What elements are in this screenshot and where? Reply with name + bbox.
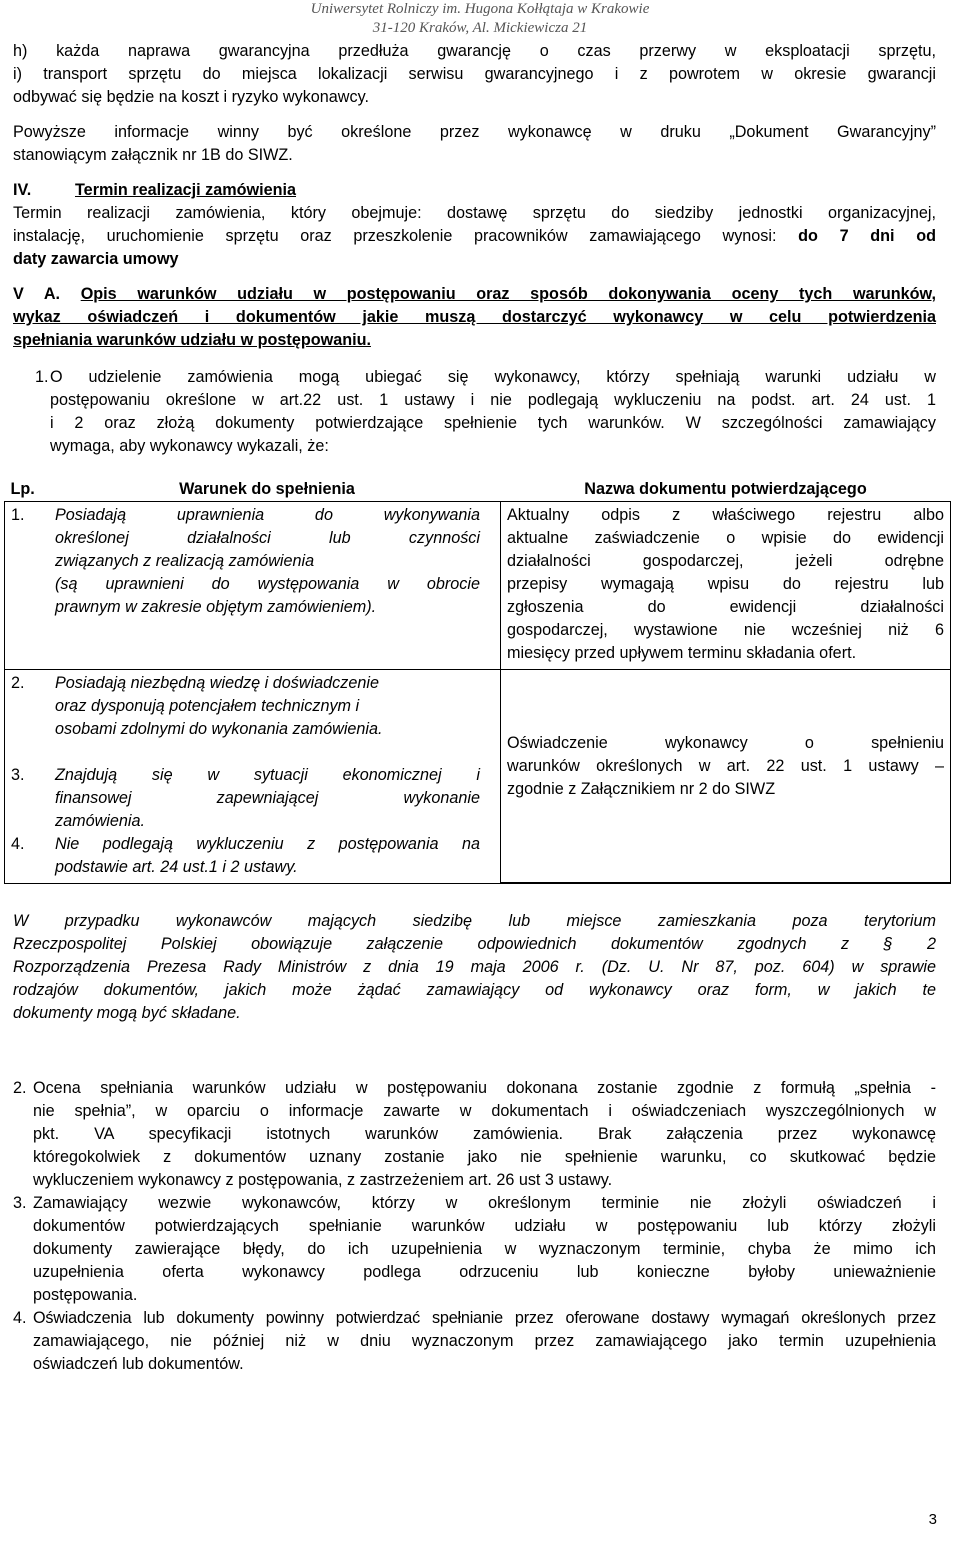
condition-line: Nie podlegają wykluczeniu z postępowania na xyxy=(55,835,480,853)
foreign-line: Rozporządzenia Prezesa Rady Ministrów z dnia 19 maja 2006 r. (Dz. U. Nr 87, poz. 604) w sprawie xyxy=(13,957,936,976)
list-item-line: Zamawiający wezwie wykonawców, którzy w określonym terminie nie złożyli oświadczeń i xyxy=(33,1193,936,1212)
condition-text xyxy=(55,833,480,879)
condition-line: Posiadają uprawnienia do wykonywania xyxy=(55,506,480,524)
condition-line: finansowej zapewniającej wykonanie xyxy=(55,789,480,807)
foreign-contractors-paragraph xyxy=(13,910,936,1025)
condition-line: prawnym w zakresie objętym zamówieniem). xyxy=(55,598,377,616)
header-university: Uniwersytet Rolniczy im. Hugona Kołłątaja w Krakowie xyxy=(310,1,650,17)
document-cell-1 xyxy=(501,502,951,670)
list-item-number: 4. xyxy=(13,1308,27,1327)
header-document: Nazwa dokumentu potwierdzającego xyxy=(584,480,867,498)
table-row xyxy=(5,502,951,670)
section-iv-heading xyxy=(13,179,936,202)
header-lp: Lp. xyxy=(10,480,35,498)
condition-cell-1 xyxy=(5,502,501,670)
section-va-line1 xyxy=(13,283,936,306)
condition-line: Znajdują się w sytuacji ekonomicznej i xyxy=(55,766,480,784)
page-number: 3 xyxy=(928,1511,937,1528)
row-number: 2. xyxy=(11,674,25,692)
section-iv-body xyxy=(13,202,936,271)
foreign-line: W przypadku wykonawców mających siedzibę lub miejsce zamieszkania poza terytorium xyxy=(13,911,936,930)
condition-line: zamówienia. xyxy=(55,812,145,830)
section-va-heading xyxy=(13,283,936,352)
list-item-line: nie spełnia”, w oparciu o informacje zawarte w dokumentach i oświadczeniach wyszczególnionych w xyxy=(33,1101,936,1120)
table-header-row xyxy=(5,476,951,502)
condition-line: osobami zdolnymi do wykonania zamówienia. xyxy=(55,720,383,738)
condition-text xyxy=(55,504,480,619)
conditions-table xyxy=(4,476,951,884)
header-address: 31-120 Kraków, Al. Mickiewicza 21 xyxy=(372,20,588,36)
condition-line: podstawie art. 24 ust.1 i 2 ustawy. xyxy=(55,858,298,876)
point-1-line1: O udzielenie zamówienia mogą ubiegać się wykonawcy, którzy spełniają warunki udziału w xyxy=(50,368,936,386)
section-iv-line2-text: instalację, uruchomienie sprzętu oraz przeszkolenie pracowników zamawiającego wynosi: xyxy=(13,227,799,245)
document-line: Oświadczenie wykonawcy o spełnieniu xyxy=(507,734,944,752)
header-condition: Warunek do spełnienia xyxy=(179,480,355,498)
table-bottom-row xyxy=(5,882,951,883)
intro-h: h) każda naprawa gwarancyjna przedłuża gwarancję o czas przerwy w eksploatacji sprzętu, xyxy=(13,42,936,60)
section-iv-title: Termin realizacji zamówienia xyxy=(75,181,297,199)
condition-cell-2-4 xyxy=(5,670,501,883)
list-item-line: pkt. VA specyfikacji istotnych warunków zamówienia. Brak załączenia przez wykonawcę xyxy=(33,1124,936,1143)
document-line: miesięcy przed upływem terminu składania ofert. xyxy=(507,644,857,662)
list-item-line: dokumenty zawierające błędy, do ich uzupełnienia w wyznaczonym terminie, chyba że mimo ich xyxy=(33,1239,936,1258)
document-line: aktualne zaświadczenie o wpisie do ewidencji xyxy=(507,529,944,547)
point-1 xyxy=(13,366,936,458)
row-number: 3. xyxy=(11,766,25,784)
page-content xyxy=(10,40,944,1376)
page-header xyxy=(262,0,698,38)
list-item-line: zamawiającego, nie później niż w dniu wyznaczonym przez zamawiającego jako termin uzupełnienia xyxy=(33,1331,936,1350)
list-item xyxy=(13,1192,936,1307)
condition-3 xyxy=(11,764,494,833)
table-bottom-left xyxy=(5,882,501,883)
point-1-line2: postępowaniu określone w art.22 ust. 1 ustawy i nie podlegają wykluczeniu na podst. art. 24 ust. 1 xyxy=(50,391,936,409)
document-line: warunków określonych w art. 22 ust. 1 ustawy – xyxy=(507,757,944,775)
warranty-line1: Powyższe informacje winny być określone przez wykonawcę w druku „Dokument Gwarancyjny” xyxy=(13,123,936,141)
condition-4 xyxy=(11,833,494,879)
section-va-line2: wykaz oświadczeń i dokumentów jakie muszą dostarczyć wykonawcy w celu potwierdzenia xyxy=(13,308,936,326)
list-item-line: postępowania. xyxy=(33,1285,138,1304)
condition-2 xyxy=(11,672,494,764)
warranty-line2: stanowiącym załącznik nr 1B do SIWZ. xyxy=(13,146,293,164)
list-item-number: 3. xyxy=(13,1193,27,1212)
point-1-number: 1. xyxy=(35,368,49,386)
list-item-line: wykluczeniem wykonawcy z postępowania, z zastrzeżeniem art. 26 ust 3 ustawy. xyxy=(33,1170,613,1189)
table-bottom-right xyxy=(501,882,951,883)
condition-line: określonej działalności lub czynności xyxy=(55,529,480,547)
document-cell-2 xyxy=(501,670,951,883)
list-item-line: Oświadczenia lub dokumenty powinny potwierdzać spełnianie przez oferowane dostawy wymagań określonych przez xyxy=(33,1308,936,1327)
condition-text xyxy=(55,764,480,833)
numbered-list xyxy=(13,1077,936,1376)
table-row xyxy=(5,670,951,883)
list-item-line: któregokolwiek z dokumentów uznany zostanie jako nie spełnienie warunku, co skutkować będzie xyxy=(33,1147,936,1166)
section-iv-line3: daty zawarcia umowy xyxy=(13,250,179,268)
foreign-line: dokumenty mogą być składane. xyxy=(13,1003,241,1022)
row-number: 1. xyxy=(11,506,25,524)
document-line: działalności gospodarczej, jeżeli odrębne xyxy=(507,552,944,570)
document-line: zgłoszenia do ewidencji działalności xyxy=(507,598,944,616)
condition-line: związanych z realizacją zamówienia xyxy=(55,552,315,570)
point-1-line4: wymaga, aby wykonawcy wykazali, że: xyxy=(50,437,329,455)
document-line: Aktualny odpis z właściwego rejestru albo xyxy=(507,506,944,524)
document-line: przepisy wymagają wpisu do rejestru lub xyxy=(507,575,944,593)
row-number: 4. xyxy=(11,835,25,853)
intro-i-line1: i) transport sprzętu do miejsca lokalizacji serwisu gwarancyjnego i z powrotem w okresie gwarancji xyxy=(13,65,936,83)
condition-line: (są uprawnieni do występowania w obrocie xyxy=(55,575,480,593)
list-item xyxy=(13,1077,936,1192)
intro-i-line2: odbywać się będzie na koszt i ryzyko wykonawcy. xyxy=(13,88,369,106)
condition-line: oraz dysponują potencjałem technicznym i xyxy=(55,697,360,715)
point-1-line3: i 2 oraz złożą dokumenty potwierdzające spełnienie tych warunków. W szczególności zamawiający xyxy=(50,414,936,432)
list-item-line: dokumentów potwierdzających spełnianie warunków udziału w postępowaniu lub którzy złożyli xyxy=(33,1216,936,1235)
list-item-number: 2. xyxy=(13,1078,27,1097)
section-va-line3: spełniania warunków udziału w postępowaniu. xyxy=(13,331,371,349)
list-item-line: Ocena spełniania warunków udziału w postępowaniu dokonana zostanie zgodnie z formułą „spełnia - xyxy=(33,1078,936,1097)
section-va-title-1: Opis warunków udziału w postępowaniu oraz sposób dokonywania oceny tych warunków, xyxy=(80,285,936,303)
section-iv-line1: Termin realizacji zamówienia, który obejmuje: dostawę sprzętu do siedziby jednostki organizacyjnej, xyxy=(13,204,936,222)
section-iv-number: IV. xyxy=(13,181,32,199)
list-item-line: uzupełnienia oferta wykonawcy podlega odrzuceniu lub konieczne byłoby unieważnienie xyxy=(33,1262,936,1281)
section-iv-line2 xyxy=(13,225,936,248)
condition-line: Posiadają niezbędną wiedzę i doświadczenie xyxy=(55,674,379,692)
section-iv-deadline: do 7 dni od xyxy=(798,227,936,245)
foreign-line: rodzajów dokumentów, jakich może żądać zamawiający od wykonawcy oraz form, w jakich te xyxy=(13,980,936,999)
table-header-conditions xyxy=(5,476,501,502)
list-item xyxy=(13,1307,936,1376)
document-line: gospodarczej, wystawione nie wcześniej niż 6 xyxy=(507,621,944,639)
condition-text xyxy=(55,672,480,741)
warranty-paragraph xyxy=(13,121,936,167)
foreign-line: Rzeczpospolitej Polskiej obowiązuje załączenie odpowiednich dokumentów zgodnych z § 2 xyxy=(13,934,936,953)
section-va-number: V A. xyxy=(13,285,81,303)
list-item-line: oświadczeń lub dokumentów. xyxy=(33,1354,244,1373)
document-line: zgodnie z Załącznikiem nr 2 do SIWZ xyxy=(507,780,776,798)
